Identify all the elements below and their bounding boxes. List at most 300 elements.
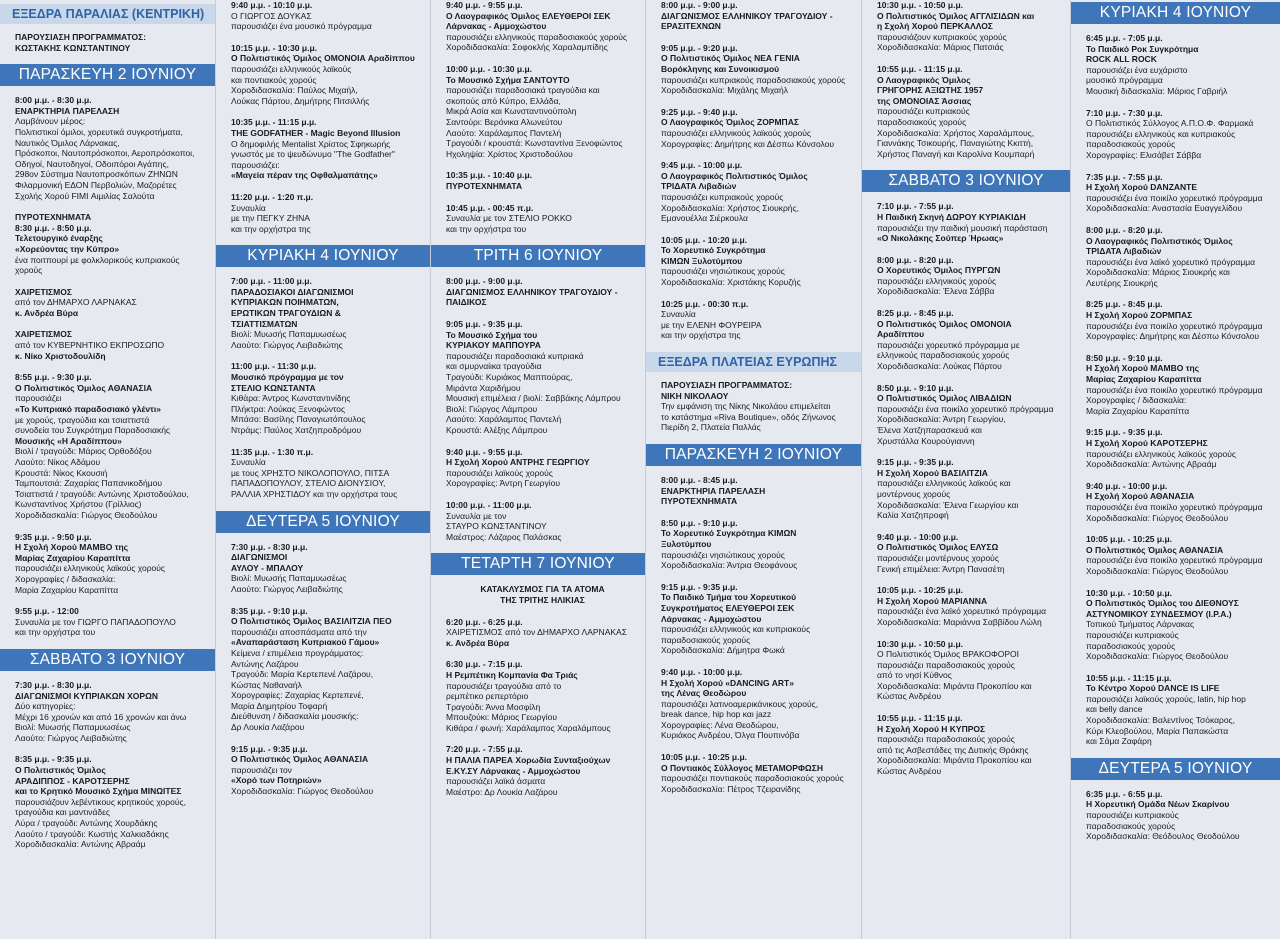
event-line: παρουσιάζει παραδοσιακούς χορούς (877, 659, 1015, 670)
event-line: και την ορχήστρα της (231, 223, 311, 234)
event-block (862, 308, 1070, 372)
event-line: παρουσιάζει ένα μουσικό πρόγραμμα (231, 21, 372, 32)
event-line: «Το Κυπριακό παραδοσιακό γλέντι» (15, 404, 161, 415)
column-3 (431, 0, 645, 939)
event-line: Τσιαττιστά / τραγούδι: Αντώνης Χριστοδούλου, (15, 488, 189, 499)
event-block (216, 43, 430, 107)
event-time: 10:05 μ.μ. - 10:25 μ.μ. (877, 585, 964, 596)
event-line: Πρόσκοποι, Ναυτοπρόσκοποι, Αεροπρόσκοποι, (15, 148, 195, 159)
event-block (646, 160, 861, 224)
event-time: 8:50 μ.μ. - 9:10 μ.μ. (877, 382, 954, 393)
event-line: παρουσιάζει νησιώτικους χορούς (661, 266, 785, 277)
event-time: 10:05 μ.μ. - 10:20 μ.μ. (661, 234, 748, 245)
event-line: Συναυλία με τον (446, 510, 507, 521)
day-header: ΠΑΡΑΣΚΕΥΗ 2 ΙΟΥΝΙΟΥ (0, 64, 215, 86)
event-line: Βιολί: Μυωσής Παπαμυωσέως (231, 329, 347, 340)
event-line: παρουσιάζει μοντέρνους χορούς (877, 552, 999, 563)
event-line: Μέχρι 16 χρονών και από 16 χρονών και άνω (15, 711, 187, 722)
event-line: ΠΑΙΔΙΚΟΣ (446, 297, 487, 308)
event-line: παραδοσιακούς χορούς (1086, 640, 1176, 651)
event-line: κ. Νίκο Χριστοδουλίδη (15, 350, 106, 361)
event-line: Χοροδιδασκαλία: Γιώργος Θεοδούλου (1086, 565, 1229, 576)
event-block (1071, 534, 1280, 576)
event-block (1071, 427, 1280, 469)
event-line: από τον ΚΥΒΕΡΝΗΤΙΚΟ ΕΚΠΡΟΣΩΠΟ (15, 340, 165, 351)
event-time: 8:25 μ.μ. - 8:45 μ.μ. (877, 308, 954, 319)
event-line: Χοροδιδασκαλία: Μαριάννα Σαββίδου Λώλη (877, 616, 1042, 627)
event-time: 9:35 μ.μ. - 9:50 μ.μ. (15, 531, 92, 542)
event-block (646, 299, 861, 341)
event-line: Μαρία Δημητρίου Τοφαρή (231, 700, 328, 711)
event-line: με τους ΧΡΗΣΤΟ ΝΙΚΟΛΟΠΟΥΛΟ, ΠΙΤΣΑ (231, 467, 390, 478)
event-line: Χορογραφίες: Δημήτρης και Δέσπω Κόνσολου (661, 138, 835, 149)
event-title: ΠΑΡΑΔΟΣΙΑΚΟΙ ΔΙΑΓΩΝΙΣΜΟΙ (231, 286, 354, 297)
event-title: Ο Πολιτιστικός Όμιλος ΟΜΟΝΟΙΑ (877, 318, 1012, 329)
event-time: 9:40 μ.μ. - 10:10 μ.μ. (231, 0, 313, 10)
event-line: Χορογραφίες / διδασκαλία: (1086, 395, 1187, 406)
event-line: Γενική επιμέλεια: Άντρη Πανασέτη (877, 563, 1005, 574)
event-line: παρουσιάζει ελληνικούς παραδοσιακούς χορούς (446, 31, 628, 42)
event-block (216, 0, 430, 32)
event-time: ΧΑΙΡΕΤΙΣΜΟΣ (15, 329, 72, 340)
event-line: Την εμφάνιση της Νίκης Νικολάου επιμελείται (661, 401, 831, 412)
event-block (1071, 299, 1280, 341)
event-line: από τον ΔΗΜΑΡΧΟ ΛΑΡΝΑΚΑΣ (15, 297, 137, 308)
event-line: παρουσιάζει ελληνικούς λαϊκούς χορούς (15, 563, 166, 574)
event-line: και την ορχήστρα του (15, 627, 96, 638)
event-time: 11:35 μ.μ. - 1:30 π.μ. (231, 446, 314, 457)
event-line: παρουσιάζουν λεβέντικους κρητικούς χορούς, (15, 796, 186, 807)
event-title: Ο Πολιτιστικός Όμιλος ΕΛΥΣΩ (877, 542, 999, 553)
event-line: παρουσιάζουν κυπριακούς χορούς (877, 31, 1007, 42)
event-line: παρουσιάζει χορευτικό πρόγραμμα με (877, 339, 1020, 350)
event-title: Ο Λαογραφικός Πολιτιστικός Όμιλος (1086, 235, 1233, 246)
event-line: παρουσιάζει ποντιακούς παραδοσιακούς χορούς (661, 773, 844, 784)
event-line: Σχολής Χορού FIMI Αιμιλίας Σαλούτα (15, 190, 155, 201)
event-title: Η Παιδική Σκηνή ΔΩΡΟΥ ΚΥΡΙΑΚΙΔΗ (877, 211, 1026, 222)
event-line: Μουσική διδασκαλία: Μάριος Γαβριήλ (1086, 85, 1228, 96)
event-line: Χρήστος Παναγή και Καρολίνα Κουμπαρή (877, 148, 1035, 159)
event-line: παραδοσιακούς χορούς (1086, 139, 1176, 150)
event-title: Η Σχολή Χορού «DANCING ART» (661, 677, 794, 688)
event-title: Η Σχολή Χορού ΒΑΣΙΛΙΤΖΙΑ (877, 467, 988, 478)
event-time: 10:55 μ.μ. - 11:15 μ.μ. (877, 713, 963, 724)
event-line: παρουσιάζει: (231, 159, 280, 170)
event-line: Βορόκληνης και Συνοικισμού (661, 63, 780, 74)
event-time: 9:40 μ.μ. - 10:00 μ.μ. (1086, 480, 1168, 491)
event-line: παρουσιάζει αποσπάσματα από την (231, 626, 367, 637)
event-line: Τοπικού Τμήματος Λάρνακας (1086, 619, 1195, 630)
event-block (646, 380, 861, 433)
event-line: και ποντιακούς χορούς (231, 74, 317, 85)
event-line: παρουσιάζει νησιώτικους χορούς (661, 549, 785, 560)
event-block (1071, 225, 1280, 289)
event-line: «Ο Νικολάκης Σούπερ Ήρωας» (877, 233, 1004, 244)
event-time: 10:30 μ.μ. - 10:50 μ.μ. (1086, 587, 1173, 598)
event-line: Μουσικής «Η Αραδίππου» (15, 435, 122, 446)
event-time: 7:30 μ.μ. - 8:30 μ.μ. (231, 541, 308, 552)
event-line: Συναυλία (661, 309, 696, 320)
event-line: Καλία Χατζηπροφή (877, 510, 949, 521)
event-line: Χοροδιδασκαλία: Χριστάκης Κορυζής (661, 277, 801, 288)
event-block (216, 447, 430, 500)
event-block (646, 475, 861, 507)
event-line: παρουσιάζει ελληνικούς λαϊκούς χορούς (661, 127, 812, 138)
event-block (216, 192, 430, 234)
event-line: Ο δημοφιλής Mentalist Χρίστος Σφηκωρής (231, 138, 391, 149)
event-time: 9:40 μ.μ. - 10:00 μ.μ. (877, 531, 959, 542)
event-line: ΤΡΙΔΑΤΑ Λιβαδιών (1086, 246, 1162, 257)
event-title: ΕΝΑΡΚΤΗΡΙΑ ΠΑΡΕΛΑΣΗ (661, 485, 766, 496)
event-title: Ο Χορευτικός Όμιλος ΠΥΡΓΩΝ (877, 265, 1001, 276)
event-line: 298ον Σύστημα Ναυτοπροσκόπων ΖΗΝΩΝ (15, 169, 178, 180)
event-title: Το Μουσικό Σχήμα ΣΑΝΤΟΥΤΟ (446, 74, 570, 85)
event-line: Χοροδιδασκαλία: Άντρη Γεωργίου, (877, 414, 1006, 425)
event-line: Λούκας Πάρτου, Δημήτρης Πιτσιλλής (231, 95, 370, 106)
event-line: Ο Πολιτιστικός Όμιλος ΒΡΑΚΟΦΟΡΟΙ (877, 649, 1019, 660)
event-time: 10:05 μ.μ. - 10:25 μ.μ. (1086, 534, 1173, 545)
event-line: Λαούτο: Νίκος Αδάμου (15, 457, 101, 467)
event-line: παραδοσιακούς χορούς (661, 634, 751, 645)
event-line: και το Κρητικό Μουσικό Σχήμα ΜΙΝΩΙΤΕΣ (15, 786, 182, 797)
event-line: Μαρία Ζαχαρίου Καραπίττα (1086, 405, 1190, 416)
event-line: με χορούς, τραγούδια και τσιαττιστά (15, 414, 150, 425)
event-time: 8:00 μ.μ. - 8:30 μ.μ. (15, 95, 92, 106)
event-line: και σμυρναίικα τραγούδια (446, 361, 542, 372)
event-line: ελληνικούς παραδοσιακούς χορούς (877, 350, 1010, 361)
event-line: παρουσιάζει ένα ποικίλο χορευτικό πρόγραμμα (877, 403, 1054, 414)
event-block (0, 95, 215, 201)
event-line: Ε.ΚΥ.ΣΥ Λάρνακας - Αμμοχώστου (446, 765, 581, 776)
event-block (646, 752, 861, 794)
event-line: παρουσιάζει ένα ποικίλο χορευτικό πρόγραμμα (1086, 501, 1263, 512)
event-title: Η Χορευτική Ομάδα Νέων Σκαρίνου (1086, 799, 1230, 810)
event-time: 10:15 μ.μ. - 10:30 μ.μ. (231, 42, 318, 53)
event-line: Τραγούδι: Άννα Μοσφίλη (446, 701, 541, 712)
event-time: 10:35 μ.μ. - 11:15 μ.μ. (231, 117, 317, 128)
event-line: Λαούτο: Χαράλαμπος Παντελή (446, 414, 562, 425)
day-header: ΤΕΤΑΡΤΗ 7 ΙΟΥΝΙΟΥ (431, 553, 645, 575)
event-line: Πολιτιστικοί όμιλοι, χορευτικά συγκροτήματα, (15, 126, 183, 137)
event-line: χορούς (15, 265, 43, 276)
event-title: Το Παιδικό Τμήμα του Χορευτικού (661, 592, 797, 603)
event-block (431, 276, 645, 308)
event-time: 9:45 μ.μ. - 10:00 μ.μ. (661, 160, 743, 171)
event-time: 9:40 μ.μ. - 9:55 μ.μ. (446, 446, 523, 457)
event-line: Ταμπουτσιά: Ζαχαρίας Παπανικοδήμου (15, 478, 163, 489)
event-line: ΤΣΙΑΤΤΙΣΜΑΤΩΝ (231, 318, 298, 329)
event-line: παρουσιάζει τραγούδια από το (446, 680, 562, 691)
event-block (431, 64, 645, 159)
event-line: Μαέστρος: Λάζαρος Παλάσκας (446, 531, 562, 542)
event-line: Μουσική επιμέλεια / βιολί: Σαββάκης Λάμπρου (446, 393, 621, 404)
event-line: Λάρνακας - Αμμοχώστου (661, 613, 762, 624)
event-time: 7:35 μ.μ. - 7:55 μ.μ. (1086, 171, 1163, 182)
event-title: Η Σχολή Χορού ΚΑΡΟΤΣΕΡΗΣ (1086, 438, 1208, 448)
event-line: παρουσιάζει την παιδική μουσική παράσταση (877, 222, 1048, 233)
event-line: παρουσιάζει ένα ποικίλο χορευτικό πρόγραμμα (1086, 384, 1263, 395)
event-title: Ο Πολιτιστικός Όμιλος του ΔΙΕΘΝΟΥΣ (1086, 598, 1239, 609)
event-time: 6:20 μ.μ. - 6:25 μ.μ. (446, 616, 523, 627)
event-title: ΔΙΑΓΩΝΙΣΜΟΙ (231, 552, 288, 563)
event-line: το κατάστημα «Riva Boutique», οδός Ζήνωνος (661, 411, 836, 422)
event-line: παρουσιάζει κυπριακούς (877, 106, 970, 117)
event-block (0, 680, 215, 744)
event-title: Το Κέντρο Χορού DANCE IS LIFE (1086, 683, 1220, 694)
event-line: μοντέρνους χορούς (877, 488, 951, 499)
event-line: παρουσιάζει (15, 393, 62, 404)
event-title: Το Παιδικό Ροκ Συγκρότημα (1086, 43, 1199, 54)
event-line: Χοροδιδασκαλία: Μιράντα Προκοπίου και (877, 680, 1032, 691)
event-time: 7:00 μ.μ. - 11:00 μ.μ. (231, 276, 312, 287)
event-line: Χορογραφίες: Δημήτρης και Δέσπω Κόνσολου (1086, 331, 1260, 342)
event-block (862, 532, 1070, 574)
event-line: Λύρα / τραγούδι: Αντώνης Χουρδάκης (15, 818, 158, 829)
event-line: γνωστός με το ψευδώνυμο "The Godfather" (231, 149, 395, 160)
event-line: παρουσιάζει λαϊκούς χορούς, latin, hip hop (1086, 693, 1246, 704)
event-block (0, 212, 215, 276)
column-1 (0, 0, 215, 939)
event-line: Αντώνης Λαζάρου (231, 658, 299, 669)
event-line: ΤΗΣ ΤΡΙΤΗΣ ΗΛΙΚΙΑΣ (500, 594, 585, 605)
event-title: ΠΥΡΟΤΕΧΝΗΜΑΤΑ (446, 180, 523, 191)
event-line: Βιολί: Μυωσής Παπαμυωσέως (231, 573, 347, 584)
event-title: Ο Πολιτιστικός Όμιλος ΑΘΑΝΑΣΙΑ (1086, 544, 1224, 555)
event-time: 9:55 μ.μ. - 12:00 (15, 606, 79, 617)
event-line: και την ορχήστρα του (446, 223, 527, 234)
event-time: 6:45 μ.μ. - 7:05 μ.μ. (1086, 33, 1163, 43)
event-line: παρουσιάζει λαϊκά άσματα (446, 776, 546, 787)
event-block (862, 585, 1070, 627)
event-line: Έλενα Χατζηπαρασκευά και (877, 425, 982, 435)
event-block (431, 584, 645, 605)
event-line: Χορογραφίες / διδασκαλία: (15, 573, 116, 584)
event-time: ΠΥΡΟΤΕΧΝΗΜΑΤΑ (15, 212, 92, 223)
event-time: 6:30 μ.μ. - 7:15 μ.μ. (446, 659, 523, 670)
day-header: ΚΥΡΙΑΚΗ 4 ΙΟΥΝΙΟΥ (216, 245, 430, 267)
event-title: Η ΠΑΛΙΑ ΠΑΡΕΑ Χορωδία Συνταξιούχων (446, 755, 611, 766)
day-header: ΚΥΡΙΑΚΗ 4 ΙΟΥΝΙΟΥ (1071, 2, 1280, 24)
event-block (431, 0, 645, 53)
column-2 (216, 0, 430, 939)
event-title: Ο Πολιτιστικός Όμιλος ΟΜΟΝΟΙΑ Αραδίππου (231, 53, 415, 64)
event-line: Χοροδιδασκαλία: Αντώνης Αβραάμ (1086, 459, 1217, 470)
event-line: Λαούτο / τραγούδι: Κωστής Χαλκιαδάκης (15, 828, 169, 839)
event-block (0, 606, 215, 638)
day-header: ΔΕΥΤΕΡΑ 5 ΙΟΥΝΙΟΥ (216, 511, 430, 533)
event-line: παρουσιάζει παραδοσιακά κυπριακά (446, 350, 584, 361)
event-line: Βιολί: Γιώργος Λάμπρου (446, 403, 538, 414)
event-block (0, 32, 215, 53)
event-line: Τραγούδι / κρουστά: Κωνσταντίνα Ξενοφώντος (446, 138, 623, 149)
event-title: Η Σχολή Χορού Η ΚΥΠΡΟΣ (877, 723, 986, 734)
event-line: Πιερίδη 2, Πλατεία Παλλάς (661, 422, 761, 433)
event-line: Γιαννάκης Τσικουρής, Παναγιώτης Κκιττή, (877, 138, 1034, 149)
event-title: Το Χορευτικό Συγκρότημα ΚΙΜΩΝ (661, 528, 797, 539)
event-line: παρουσιάζει ένα ποικίλο χορευτικό πρόγραμμα (1086, 555, 1263, 566)
event-line: ένα ποιτπουρί με φολκλορικούς κυπριακούς (15, 254, 180, 265)
event-line: Συναυλία (231, 457, 266, 468)
event-time: 8:00 μ.μ. - 8:20 μ.μ. (1086, 224, 1163, 235)
event-block (431, 500, 645, 542)
event-line: Οδηγοί, Ναυτοδηγοί, Οδοιπόροι Αγάπης, (15, 158, 169, 169)
event-line: Κρουστά: Αλέξης Λάμπρου (446, 425, 548, 435)
event-block (0, 329, 215, 361)
event-line: Μαέστρο: Δρ Λουκία Λαζάρου (446, 786, 558, 797)
event-title: ΔΙΑΓΩΝΙΣΜΟΙ ΚΥΠΡΙΑΚΩΝ ΧΟΡΩΝ (15, 690, 159, 701)
event-line: Κιθάρα / φωνή: Χαράλαμπος Χαραλάμπους (446, 722, 611, 733)
event-block (1071, 33, 1280, 97)
event-line: κ. Ανδρέα Βύρα (446, 637, 510, 648)
event-time: ΠΑΡΟΥΣΙΑΣΗ ΠΡΟΓΡΑΜΜΑΤΟΣ: (661, 380, 793, 391)
event-line: Χορογραφίες: Ζαχαρίας Κερτεπενέ, (231, 690, 364, 701)
event-time: 10:30 μ.μ. - 10:50 μ.μ. (877, 638, 964, 649)
event-line: ΕΡΑΣΙΤΕΧΝΩΝ (661, 21, 721, 32)
event-line: και Σάμα Ζαφάρη (1086, 736, 1152, 747)
column-5 (862, 0, 1070, 939)
event-title: Μουσικό πρόγραμμα με τον (231, 372, 344, 383)
event-time: 10:55 μ.μ. - 11:15 μ.μ. (877, 63, 963, 74)
event-title: 8:30 μ.μ. - 8:50 μ.μ. (15, 222, 92, 233)
event-line: από τις Ασβεστάδες της Δυτικής Θράκης (877, 744, 1029, 755)
event-title: THE GODFATHER - Magic Beyond Illusion (231, 127, 401, 138)
event-line: Κυριάκος Ανδρέου, Όλγα Πουπινόβα (661, 730, 800, 741)
event-block (862, 383, 1070, 447)
event-line: Τραγούδι: Κυριάκος Μαππούρας, (446, 372, 573, 383)
event-time: 10:30 μ.μ. - 10:50 μ.μ. (877, 0, 964, 10)
event-title: Η Σχολή Χορού ΑΝΤΡΗΣ ΓΕΩΡΓΙΟΥ (446, 457, 590, 468)
event-time: 9:40 μ.μ. - 10:00 μ.μ. (661, 666, 743, 677)
event-line: και την ορχήστρα της (661, 330, 741, 341)
event-line: Φιλαρμονική ΕΔΟΝ Περβολιών, Μαζορέτες (15, 179, 177, 190)
event-block (862, 0, 1070, 53)
event-line: ΕΡΩΤΙΚΩΝ ΤΡΑΓΟΥΔΙΩΝ & (231, 308, 341, 319)
event-line: παρουσιάζει λαϊκούς χορούς (446, 467, 553, 478)
event-line: παρουσιάζει παραδοσιακούς χορούς (877, 734, 1015, 745)
event-line: ΧΑΙΡΕΤΙΣΜΟΣ από τον ΔΗΜΑΡΧΟ ΛΑΡΝΑΚΑΣ (446, 627, 627, 638)
event-line: ΠΑΠΑΔΟΠΟΥΛΟΥ, ΣΤΕΛΙΟ ΔΙΟΝΥΣΙΟΥ, (231, 478, 386, 489)
event-line: «Χορό των Ποτηριών» (231, 775, 322, 786)
event-line: κ. Ανδρέα Βύρα (15, 307, 79, 318)
event-line: Μαρίας Ζαχαρίου Καραπίττα (1086, 374, 1202, 385)
event-line: Χοροδιδασκαλία: Γιώργος Θεοδούλου (15, 509, 158, 520)
event-line: ΤΡΙΔΑΤΑ Λιβαδιών (661, 181, 737, 192)
event-time: 8:00 μ.μ. - 8:45 μ.μ. (661, 475, 738, 485)
event-block (0, 532, 215, 596)
event-line: Χοροδιδασκαλία: Μάριος Σιουκρής και (1086, 267, 1230, 278)
day-header: ΣΑΒΒΑΤΟ 3 ΙΟΥΝΙΟΥ (862, 170, 1070, 192)
event-block (1071, 588, 1280, 662)
event-block (646, 518, 861, 571)
event-line: Χοροδιδασκαλία: Άντρια Θεοφάνους (661, 560, 798, 571)
event-line: από το νησί Κύθνος (877, 670, 952, 681)
event-block (0, 754, 215, 849)
event-line: Μιράντα Χαριδήμου (446, 382, 521, 393)
event-line: παραδοσιακούς χορούς (877, 116, 967, 127)
event-line: τραγούδια και μαντινάδες (15, 807, 111, 818)
event-block (216, 744, 430, 797)
event-time: 10:00 μ.μ. - 10:30 μ.μ. (446, 63, 533, 74)
day-header: ΣΑΒΒΑΤΟ 3 ΙΟΥΝΙΟΥ (0, 649, 215, 671)
event-title: Η Σχολή Χορού ΑΘΑΝΑΣΙΑ (1086, 491, 1195, 502)
event-line: Χοροδιδασκαλία: Γιώργος Θεοδούλου (231, 786, 374, 797)
event-line: ΚΑΤΑΚΛΥΣΜΟΣ ΓΙΑ ΤΑ ΑΤΟΜΑ (480, 584, 605, 595)
event-line: ΚΙΜΩΝ Ξυλοτύμπου (661, 255, 743, 266)
event-line: παρουσιάζει ένα λαϊκό χορευτικό πρόγραμμα (1086, 256, 1256, 267)
event-time: 10:00 μ.μ. - 11:00 μ.μ. (446, 499, 532, 510)
event-line: Κωνσταντίνος Χρήστου (Γρίλλιος) (15, 499, 142, 510)
event-line: Βιολί / τραγούδι: Μάριος Ορθοδόξου (15, 446, 152, 457)
event-block (646, 582, 861, 656)
event-line: Χορογραφίες: Ελισάβετ Σάββα (1086, 149, 1202, 160)
event-time: 9:15 μ.μ. - 9:35 μ.μ. (661, 581, 738, 592)
event-title: Η Σχολή Χορού ΜΑΡΙΑΝΝΑ (877, 595, 988, 606)
event-title: Ο Λαογραφικός Όμιλος ΖΟΡΜΠΑΣ (661, 117, 799, 128)
event-block (431, 319, 645, 436)
event-title: Ο Πολιτιστικός Όμιλος ΑΓΓΛΙΣΙΔΩΝ και (877, 10, 1035, 21)
event-line: Βιολί: Μυωσής Παπαμυωσέως (15, 722, 131, 733)
event-time: 7:10 μ.μ. - 7:30 μ.μ. (1086, 107, 1163, 118)
event-line: και belly dance (1086, 704, 1143, 715)
event-line: παρουσιάζει ελληνικούς λαϊκούς και (877, 478, 1011, 489)
event-line: Χοροδιδασκαλία: Βαλεντίνος Τσόκαρος, (1086, 715, 1236, 726)
event-time: 10:35 μ.μ. - 10:40 μ.μ. (446, 170, 533, 181)
event-block (431, 659, 645, 733)
event-line: παρουσιάζει λατινοαμερικάνικους χορούς, (661, 698, 819, 709)
event-block (216, 117, 430, 181)
event-line: Χοροδιδασκαλία: Μιχάλης Μιχαήλ (661, 85, 788, 96)
event-line: Χοροδιδασκαλία: Παύλος Μιχαήλ, (231, 85, 358, 96)
event-line: Χοροδιδασκαλία: Πέτρος Τζειρανίδης (661, 783, 801, 794)
event-line: break dance, hip hop και jazz (661, 709, 772, 720)
event-line: η Σχολή Χορού ΠΕΡΚΑΛΛΟΣ (877, 21, 993, 32)
column-6 (1071, 0, 1280, 939)
event-title: Ο Λαογραφικός Πολιτιστικός Όμιλος (661, 170, 808, 181)
event-line: Δύο κατηγορίες: (15, 701, 76, 712)
event-line: Συναυλία με τον ΣΤΕΛΙΟ ΡΟΚΚΟ (446, 213, 572, 224)
event-line: παρουσιάζει ένα ποικίλο χορευτικό πρόγραμμα (1086, 320, 1263, 331)
event-title: ΕΝΑΡΚΤΗΡΙΑ ΠΑΡΕΛΑΣΗ (15, 105, 120, 116)
event-line: παρουσιάζει ένα ποικίλο χορευτικό πρόγραμμα (1086, 192, 1263, 203)
event-block (646, 43, 861, 96)
venue-header: ΕΞΕΔΡΑ ΠΑΡΑΛΙΑΣ (ΚΕΝΤΡΙΚΗ) (0, 4, 215, 24)
event-line: ρεμπέτικο ρεπερτόριο (446, 691, 529, 702)
event-title: Το Μουσικό Σχήμα του (446, 329, 538, 340)
event-time: 10:25 μ.μ. - 00:30 π.μ. (661, 298, 749, 309)
event-line: παρουσιάζει ελληνικούς και κυπριακούς (1086, 128, 1236, 139)
event-line: Ο Πολιτιστικός Σύλλογος Α.Π.Ο.Φ. Φαρμακά (1086, 118, 1254, 129)
event-line: «Μαγεία πέραν της Οφθαλμαπάτης» (231, 170, 378, 181)
event-line: Λαούτο: Γιώργος Λειβαδιώτης (15, 732, 127, 743)
event-time: 9:15 μ.μ. - 9:35 μ.μ. (877, 457, 954, 468)
event-block (0, 372, 215, 520)
event-block (862, 639, 1070, 703)
event-line: ΑΡΑΔΙΠΠΟΣ - ΚΑΡΟΤΣΕΡΗΣ (15, 775, 130, 786)
event-title: Ο Ποντιακός Σύλλογος ΜΕΤΑΜΟΡΦΩΣΗ (661, 762, 823, 773)
event-line: ΣΤΑΥΡΟ ΚΩΝΣΤΑΝΤΙΝΟΥ (446, 521, 547, 532)
event-block (862, 201, 1070, 243)
event-time: 8:00 μ.μ. - 9:00 μ.μ. (446, 276, 523, 287)
event-line: ΠΥΡΟΤΕΧΝΗΜΑΤΑ (661, 496, 738, 507)
event-block (862, 457, 1070, 521)
event-time: 8:00 μ.μ. - 8:20 μ.μ. (877, 254, 954, 265)
event-line: Χοροδιδασκαλία: Μάριος Πατσιάς (877, 42, 1004, 53)
event-line: Χοροδιδασκαλία: Λούκας Πάρτου (877, 361, 1002, 372)
event-line: Κιθάρα: Άντρος Κωνσταντινίδης (231, 393, 351, 404)
event-line: Μπάσο: Βασίλης Παναγιωτόπουλος (231, 414, 366, 425)
event-line: Διεύθυνση / διδασκαλία μουσικής: (231, 711, 359, 722)
event-line: Πλήκτρα: Λούκας Ξενοφώντος (231, 403, 346, 414)
